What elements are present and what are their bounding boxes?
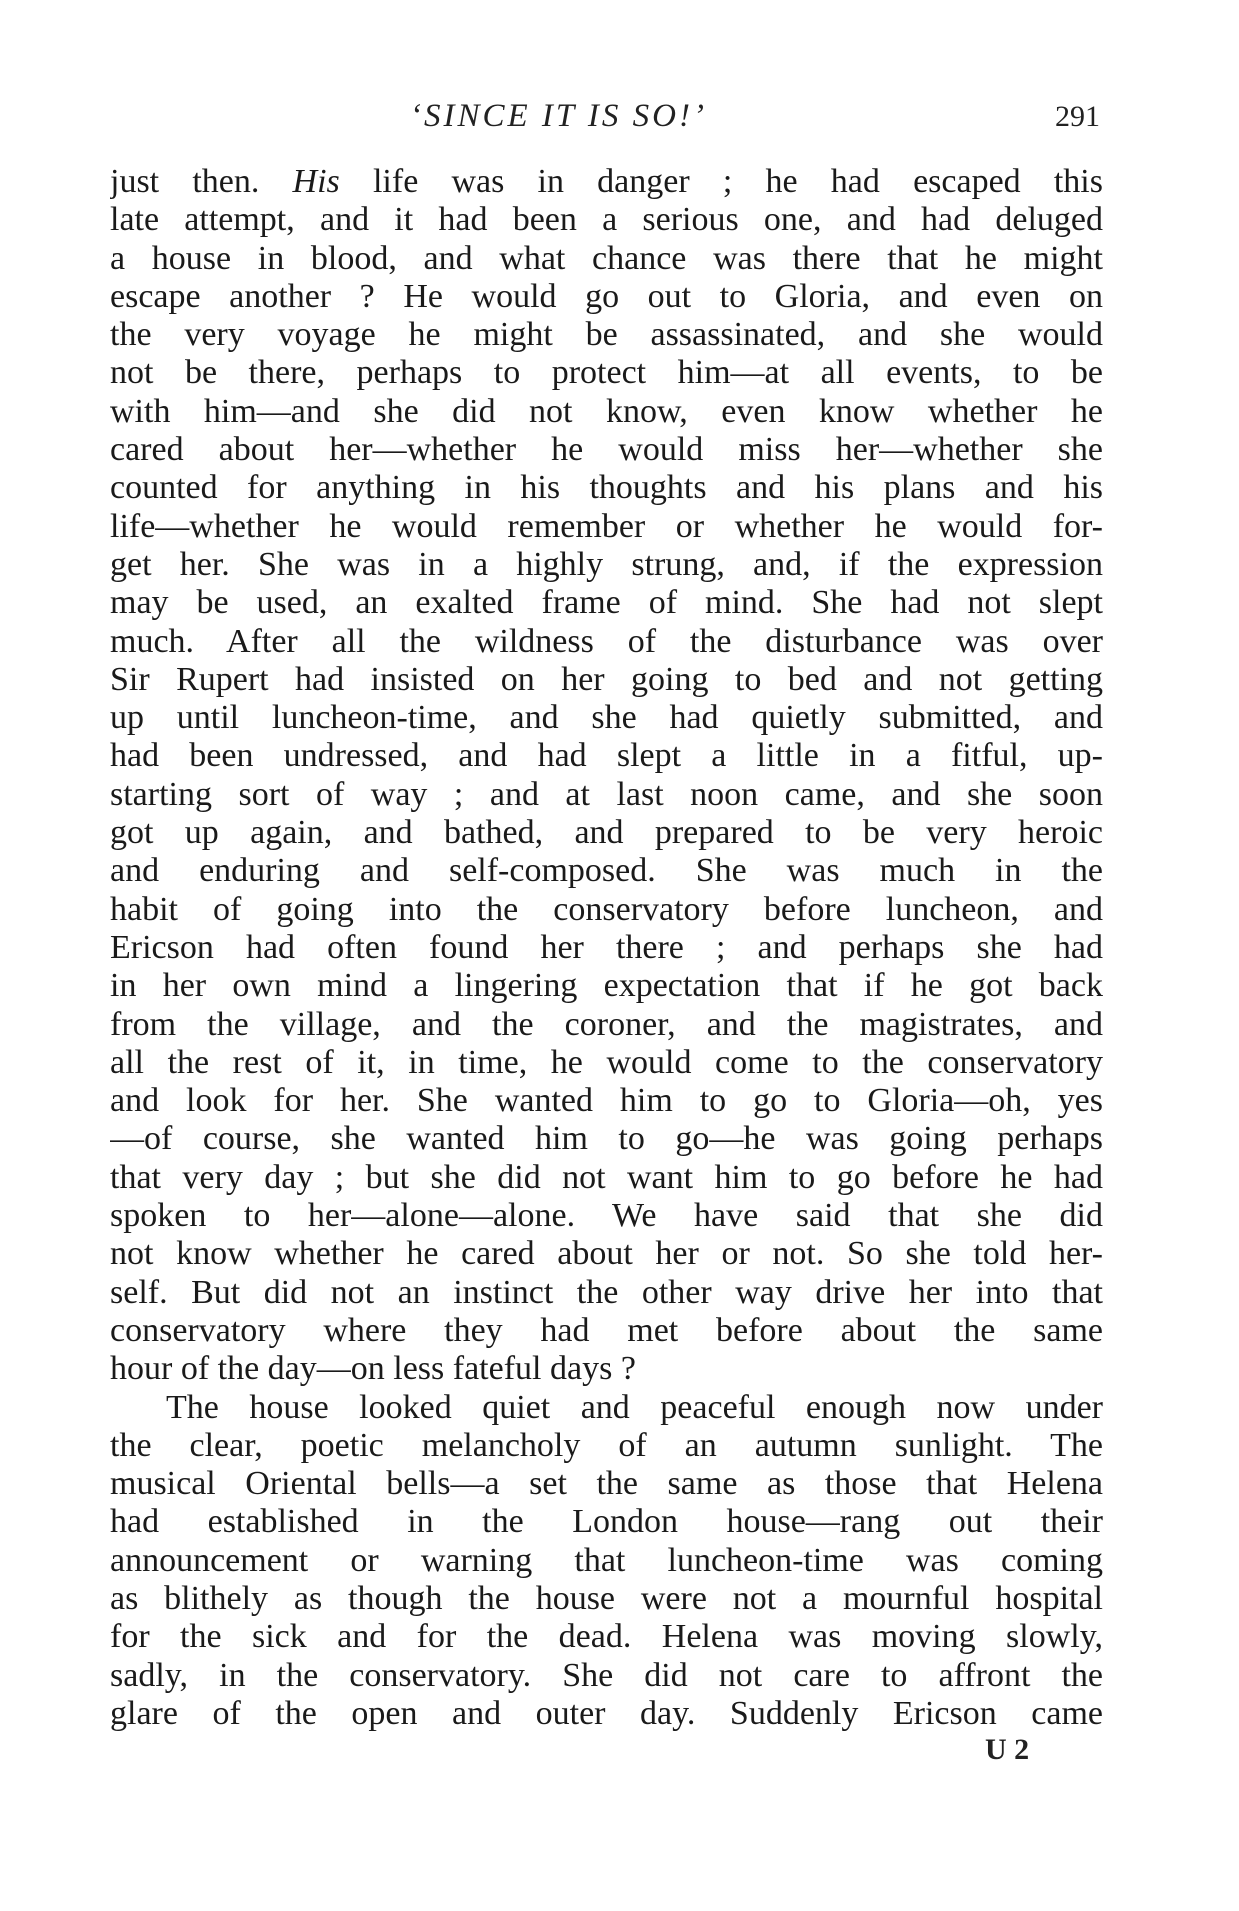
text-line-19: and enduring and self-composed. She was much in the: [110, 852, 1103, 890]
text-line-5: the very voyage he might be assassinated, and she would: [110, 316, 1103, 354]
text-line-20: habit of going into the conservatory before luncheon, and: [110, 890, 1103, 928]
text-line-11: get her. She was in a highly strung, and, if the expression: [110, 545, 1103, 583]
text-line-29: not know whether he cared about her or not. So she told her-: [110, 1235, 1103, 1273]
signature-mark: U 2: [985, 1733, 1030, 1766]
text-line-9: counted for anything in his thoughts and his plans and his: [110, 469, 1103, 507]
text-line-37: announcement or warning that luncheon-time was coming: [110, 1541, 1103, 1579]
text-line-23: from the village, and the coroner, and the magistrates, and: [110, 1005, 1103, 1043]
text-line-31: conservatory where they had met before about the same: [110, 1311, 1103, 1349]
text-line-25: and look for her. She wanted him to go to Gloria—oh, yes: [110, 1082, 1103, 1120]
text-line-18: got up again, and bathed, and prepared to be very heroic: [110, 814, 1103, 852]
text-line-1: just then. His life was in danger ; he had escaped this: [110, 163, 1103, 200]
text-line-15: up until luncheon-time, and she had quietly submitted, and: [110, 699, 1103, 737]
text-line-36: had established in the London house—rang out their: [110, 1503, 1103, 1541]
text-line-8: cared about her—whether he would miss her—whether she: [110, 431, 1103, 469]
text-line-41: glare of the open and outer day. Suddenly Ericson came: [110, 1694, 1103, 1732]
text-line-38: as blithely as though the house were not a mournful hospital: [110, 1579, 1103, 1617]
text-line-14: Sir Rupert had insisted on her going to bed and not getting: [110, 660, 1103, 698]
text-line-34: the clear, poetic melancholy of an autumn sunlight. The: [110, 1426, 1103, 1464]
text-line-39: for the sick and for the dead. Helena was moving slowly,: [110, 1618, 1103, 1656]
text-line-12: may be used, an exalted frame of mind. She had not slept: [110, 584, 1103, 622]
text-line-27: that very day ; but she did not want him to go before he had: [110, 1158, 1103, 1196]
text-line-33: The house looked quiet and peaceful enough now under: [166, 1388, 1103, 1426]
text-line-13: much. After all the wildness of the disturbance was over: [110, 622, 1103, 660]
text-line-35: musical Oriental bells—a set the same as those that Helena: [110, 1465, 1103, 1503]
text-line-10: life—whether he would remember or whether he would for-: [110, 507, 1103, 545]
running-title: ‘SINCE IT IS SO!’: [410, 98, 707, 134]
text-line-30: self. But did not an instinct the other way drive her into that: [110, 1273, 1103, 1311]
text-line-26: —of course, she wanted him to go—he was going perhaps: [110, 1120, 1103, 1158]
text-line-16: had been undressed, and had slept a little in a fitful, up-: [110, 737, 1103, 775]
text-line-4: escape another ? He would go out to Gloria, and even on: [110, 277, 1103, 315]
text-line-40: sadly, in the conservatory. She did not care to affront the: [110, 1656, 1103, 1694]
text-line-28: spoken to her—alone—alone. We have said that she did: [110, 1197, 1103, 1235]
text-line-7: with him—and she did not know, even know whether he: [110, 392, 1103, 430]
text-line-6: not be there, perhaps to protect him—at all events, to be: [110, 354, 1103, 392]
text-line-22: in her own mind a lingering expectation that if he got back: [110, 967, 1103, 1005]
text-line-21: Ericson had often found her there ; and perhaps she had: [110, 928, 1103, 966]
text-line-32: hour of the day—on less fateful days ?: [110, 1350, 636, 1388]
text-line-2: late attempt, and it had been a serious one, and had deluged: [110, 201, 1103, 239]
running-head: [110, 98, 1100, 142]
text-line-3: a house in blood, and what chance was there that he might: [110, 239, 1103, 277]
emphasis-his: His: [292, 163, 340, 200]
text-line-24: all the rest of it, in time, he would come to the conservatory: [110, 1043, 1103, 1081]
page-number: 291: [1055, 100, 1100, 133]
text-line-17: starting sort of way ; and at last noon came, and she soon: [110, 775, 1103, 813]
body-text: [110, 163, 1103, 1733]
